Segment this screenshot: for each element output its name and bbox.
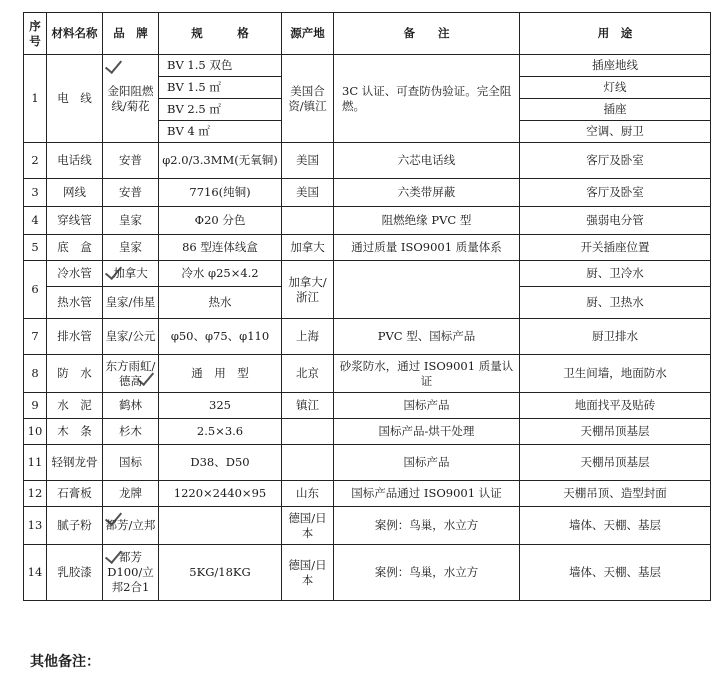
origin: 北京 [282, 355, 334, 393]
table-row [24, 207, 711, 235]
brand: 国标 [103, 445, 159, 481]
table-row [24, 445, 711, 481]
brand: 安普 [103, 143, 159, 179]
use: 厨、卫冷水 [520, 261, 711, 287]
use: 天棚吊顶基层 [520, 445, 711, 481]
brand: 金阳阻燃线/菊花 [103, 55, 159, 143]
note: 3C 认证、可查防伪验证。完全阻燃。 [334, 55, 520, 143]
row-no: 8 [24, 355, 47, 393]
note: 案例：鸟巢，水立方 [334, 545, 520, 601]
header-spec: 规 格 [159, 13, 282, 55]
material-name: 水 泥 [47, 393, 103, 419]
note: 案例：鸟巢，水立方 [334, 507, 520, 545]
origin: 加拿大 [282, 235, 334, 261]
header-note: 备 注 [334, 13, 520, 55]
note: 六类带屏蔽 [334, 179, 520, 207]
use: 厨、卫热水 [520, 287, 711, 319]
note: 通过质量 ISO9001 质量体系 [334, 235, 520, 261]
origin [282, 445, 334, 481]
material-name: 网线 [47, 179, 103, 207]
use: 墙体、天棚、基层 [520, 545, 711, 601]
row-no: 6 [24, 261, 47, 319]
spec: φ50、φ75、φ110 [159, 319, 282, 355]
note [334, 261, 520, 319]
brand: 东方雨虹/德高 [103, 355, 159, 393]
note: 砂浆防水，通过 ISO9001 质量认证 [334, 355, 520, 393]
material-name: 电话线 [47, 143, 103, 179]
use: 地面找平及贴砖 [520, 393, 711, 419]
material-name: 热水管 [47, 287, 103, 319]
spec: BV 1.5 ㎡ [159, 77, 282, 99]
table-row [24, 419, 711, 445]
brand: 安普 [103, 179, 159, 207]
table-row [24, 261, 711, 287]
brand: 都芳D100/立邦2合1 [103, 545, 159, 601]
note: 六芯电话线 [334, 143, 520, 179]
table-row [24, 393, 711, 419]
table-row [24, 143, 711, 179]
row-no: 13 [24, 507, 47, 545]
brand: 杉木 [103, 419, 159, 445]
material-name: 电 线 [47, 55, 103, 143]
table-row [24, 235, 711, 261]
material-name: 底 盒 [47, 235, 103, 261]
brand: 皇家/伟星 [103, 287, 159, 319]
header-origin: 源产地 [282, 13, 334, 55]
origin: 美国 [282, 179, 334, 207]
spec: 86 型连体线盒 [159, 235, 282, 261]
table-row [24, 545, 711, 601]
note: 国标产品 [334, 393, 520, 419]
row-no: 7 [24, 319, 47, 355]
material-name: 防 水 [47, 355, 103, 393]
spec: BV 2.5 ㎡ [159, 99, 282, 121]
row-no: 14 [24, 545, 47, 601]
use: 厨卫排水 [520, 319, 711, 355]
note: PVC 型、国标产品 [334, 319, 520, 355]
origin [282, 419, 334, 445]
material-name: 穿线管 [47, 207, 103, 235]
brand: 都芳/立邦 [103, 507, 159, 545]
row-no: 2 [24, 143, 47, 179]
brand: 皇家/公元 [103, 319, 159, 355]
row-no: 4 [24, 207, 47, 235]
material-name: 轻钢龙骨 [47, 445, 103, 481]
table-row [24, 355, 711, 393]
row-no: 3 [24, 179, 47, 207]
header-no: 序号 [24, 13, 47, 55]
spec: BV 1.5 双色 [159, 55, 282, 77]
spec: 冷水 φ25×4.2 [159, 261, 282, 287]
use: 空调、厨卫 [520, 121, 711, 143]
use: 天棚吊顶基层 [520, 419, 711, 445]
table-row [24, 179, 711, 207]
brand: 龙牌 [103, 481, 159, 507]
spec: BV 4 ㎡ [159, 121, 282, 143]
use: 卫生间墙，地面防水 [520, 355, 711, 393]
use: 插座 [520, 99, 711, 121]
spec: 7716(纯铜) [159, 179, 282, 207]
spec: D38、D50 [159, 445, 282, 481]
spec: 325 [159, 393, 282, 419]
material-name: 木 条 [47, 419, 103, 445]
use: 客厅及卧室 [520, 143, 711, 179]
spec [159, 507, 282, 545]
origin: 镇江 [282, 393, 334, 419]
material-name: 排水管 [47, 319, 103, 355]
spec: 通 用 型 [159, 355, 282, 393]
note: 国标产品 [334, 445, 520, 481]
other-notes-label: 其他备注： [30, 654, 100, 670]
origin: 美国 [282, 143, 334, 179]
table-row [24, 481, 711, 507]
spec: Φ20 分色 [159, 207, 282, 235]
material-name: 腻子粉 [47, 507, 103, 545]
spec: 1220×2440×95 [159, 481, 282, 507]
header-use: 用 途 [520, 13, 711, 55]
material-name: 冷水管 [47, 261, 103, 287]
spec: 2.5×3.6 [159, 419, 282, 445]
use: 插座地线 [520, 55, 711, 77]
origin: 德国/日本 [282, 545, 334, 601]
spec: 5KG/18KG [159, 545, 282, 601]
origin: 美国合资/镇江 [282, 55, 334, 143]
checkmark-icon [105, 56, 122, 74]
table-row [24, 319, 711, 355]
origin: 上海 [282, 319, 334, 355]
note: 阻燃绝缘 PVC 型 [334, 207, 520, 235]
use: 天棚吊顶、造型封面 [520, 481, 711, 507]
origin [282, 207, 334, 235]
spec: φ2.0/3.3MM(无氧铜) [159, 143, 282, 179]
spec: 热水 [159, 287, 282, 319]
material-name: 乳胶漆 [47, 545, 103, 601]
row-no: 1 [24, 55, 47, 143]
brand: 皇家 [103, 235, 159, 261]
use: 客厅及卧室 [520, 179, 711, 207]
row-no: 5 [24, 235, 47, 261]
origin: 加拿大/浙江 [282, 261, 334, 319]
table-row [24, 55, 711, 77]
brand: 鹤林 [103, 393, 159, 419]
row-no: 11 [24, 445, 47, 481]
row-no: 10 [24, 419, 47, 445]
note: 国标产品通过 ISO9001 认证 [334, 481, 520, 507]
origin: 德国/日本 [282, 507, 334, 545]
materials-table [23, 12, 711, 601]
use: 开关插座位置 [520, 235, 711, 261]
table-row [24, 507, 711, 545]
row-no: 9 [24, 393, 47, 419]
note: 国标产品-烘干处理 [334, 419, 520, 445]
brand: 皇家 [103, 207, 159, 235]
header-name: 材料名称 [47, 13, 103, 55]
header-brand: 品 牌 [103, 13, 159, 55]
use: 墙体、天棚、基层 [520, 507, 711, 545]
header-row [24, 13, 711, 55]
brand: 加拿大 [103, 261, 159, 287]
material-name: 石膏板 [47, 481, 103, 507]
origin: 山东 [282, 481, 334, 507]
row-no: 12 [24, 481, 47, 507]
use: 灯线 [520, 77, 711, 99]
use: 强弱电分管 [520, 207, 711, 235]
